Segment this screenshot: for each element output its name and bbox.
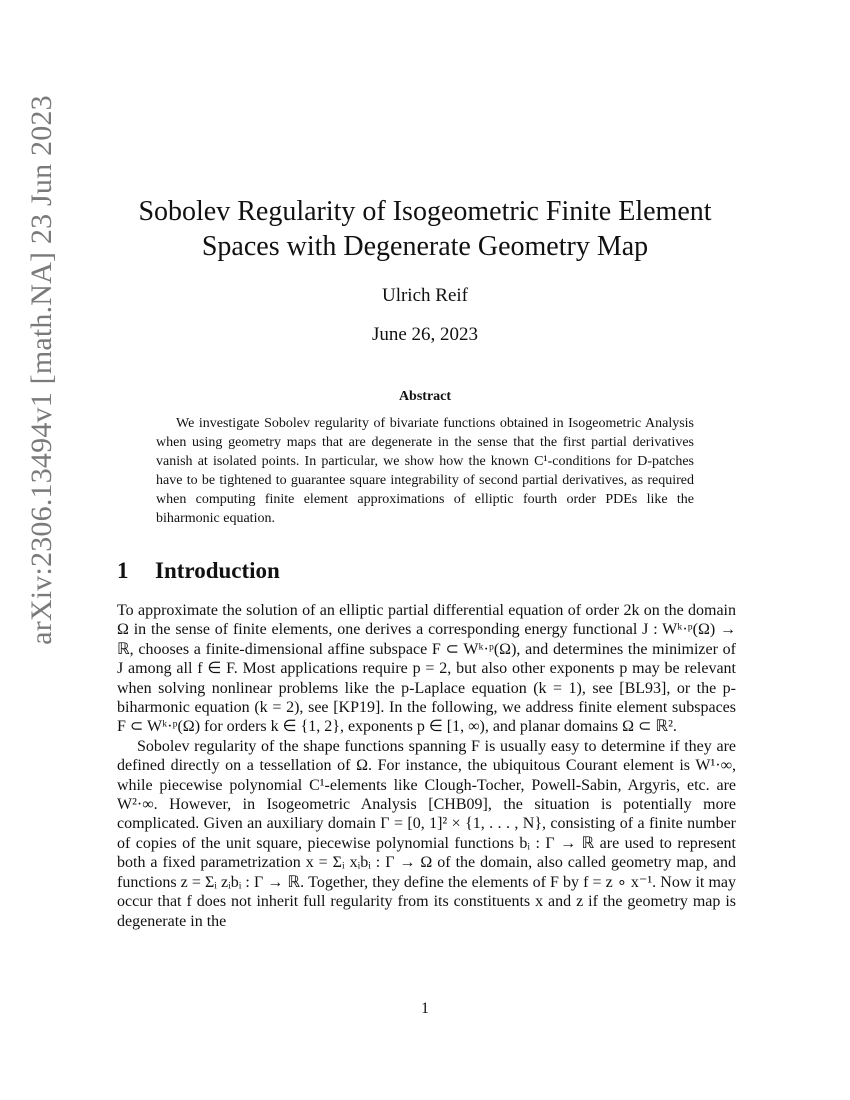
publication-date: June 26, 2023 [371, 324, 479, 345]
paper-title [110, 194, 740, 264]
section-heading [117, 558, 280, 584]
arxiv-identifier-text: arXiv:2306.13494v1 [math.NA] 23 Jun 2023 [25, 95, 58, 645]
abstract-heading: Abstract [398, 389, 452, 404]
paragraph-1: To approximate the solution of an elliptic partial differential equation of order 2k on the domain Ω in the sense of finite elements, one derives a corresponding energy functional J : Wᵏ·ᵖ(Ω) → ℝ, chooses a finite-dimensional affine subspace F ⊂ Wᵏ·ᵖ(Ω), and determines the minimizer of J among all f ∈ F. Most applications require p = 2, but also other exponents p may be relevant when solving nonlinear problems like the p-Laplace equation (k = 1), see [BL93], or the p-biharmonic equation (k = 2), see [KP19]. In the following, we address finite element subspaces F ⊂ Wᵏ·ᵖ(Ω) for orders k ∈ {1, 2}, exponents p ∈ [1, ∞), and planar domains Ω ⊂ ℝ². [117, 602, 736, 736]
title-line-1: Sobolev Regularity of Isogeometric Finite Element [138, 196, 712, 227]
section-title: Introduction [155, 558, 280, 583]
section-body [117, 601, 736, 931]
page-number: 1 [421, 1000, 429, 1017]
paragraph-2: Sobolev regularity of the shape functions spanning F is usually easy to determine if they are defined directly on a tessellation of Ω. For instance, the ubiquitous Courant element is W¹·∞, while piecewise polynomial C¹-elements like Clough-Tocher, Powell-Sabin, Argyris, etc. are W²·∞. However, in Isogeometric Analysis [CHB09], the situation is potentially more complicated. Given an auxiliary domain Γ = [0, 1]² × {1, . . . , N}, consisting of a finite number of copies of the unit square, piecewise polynomial functions bᵢ : Γ → ℝ are used to represent both a fixed parametrization x = Σᵢ xᵢbᵢ : Γ → Ω of the domain, also called geometry map, and functions z = Σᵢ zᵢbᵢ : Γ → ℝ. Together, they define the elements of F by f = z ∘ x⁻¹. Now it may occur that f does not inherit full regularity from its constituents x and z if the geometry map is degenerate in the [117, 737, 736, 930]
author-name: Ulrich Reif [381, 285, 468, 306]
abstract-text: We investigate Sobolev regularity of bivariate functions obtained in Isogeometric Analysis when using geometry maps that are degenerate in the sense that the first partial derivatives vanish at isolated points. In particular, we show how the known C¹-conditions for D-patches have to be tightened to guarantee square integrability of second partial derivatives, as required when computing finite element approximations of elliptic fourth order PDEs like the biharmonic equation. [156, 416, 694, 527]
title-line-2: Spaces with Degenerate Geometry Map [201, 231, 649, 262]
section-number: 1 [117, 558, 129, 583]
